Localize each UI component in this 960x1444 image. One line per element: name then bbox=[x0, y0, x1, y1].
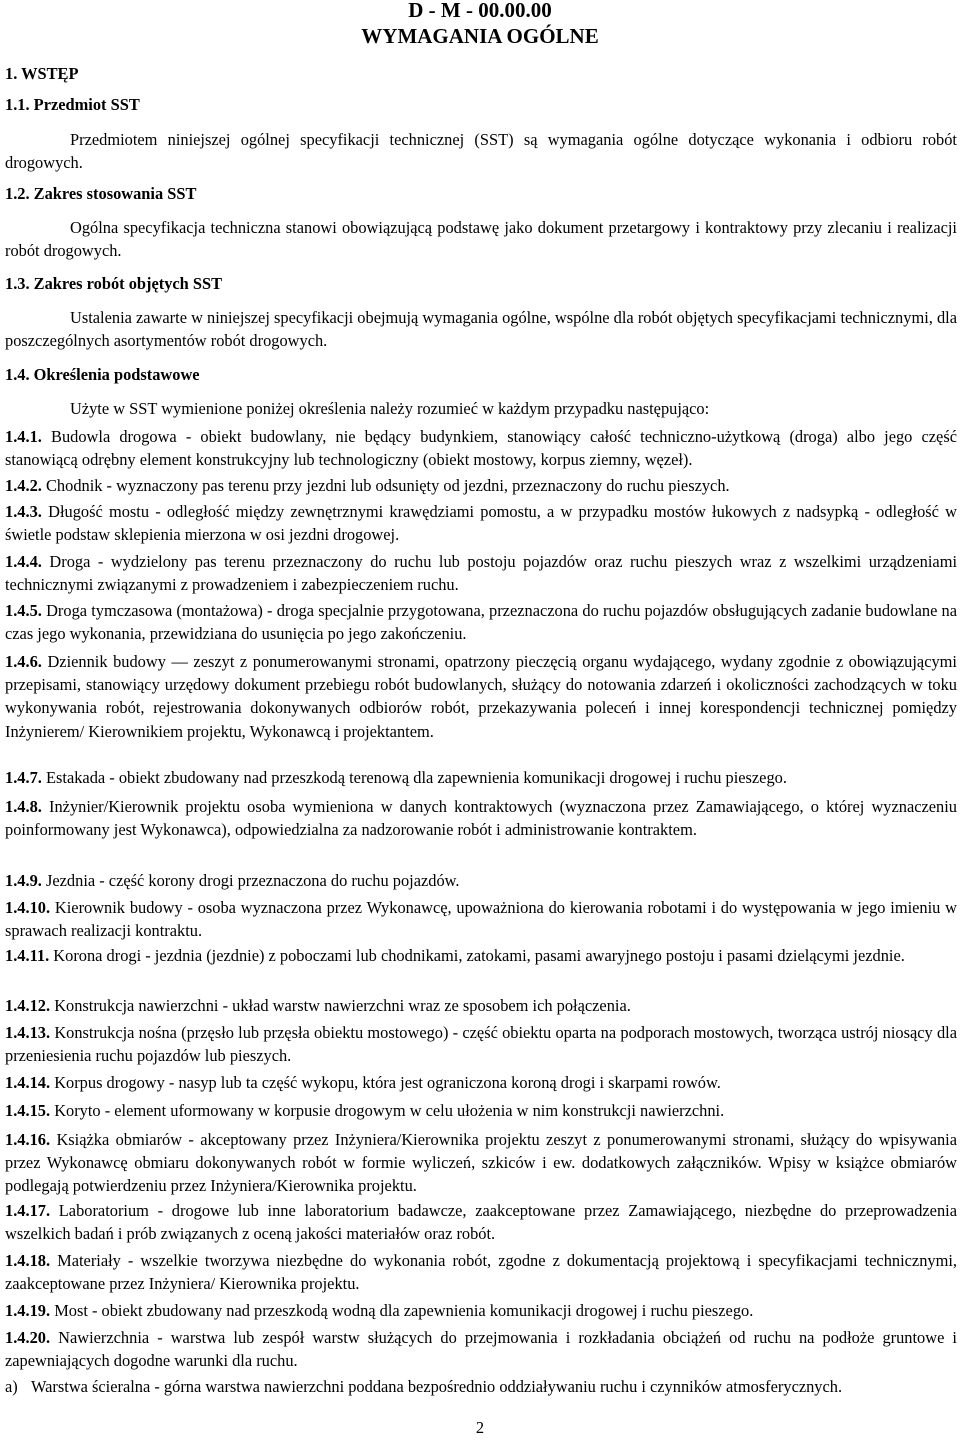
definition-number: 1.4.1. bbox=[5, 427, 42, 446]
definition-item bbox=[5, 766, 957, 789]
definition-text: Długość mostu - odległość między zewnętrznymi krawędziami pomostu, a w przypadku mostów łukowych z nadsypką - odległość w świetle podstaw sklepienia mierzona w osi jezdni drogowej. bbox=[5, 502, 957, 545]
definition-item bbox=[5, 944, 957, 967]
definition-text: Droga - wydzielony pas terenu przeznaczony do ruchu lub postoju pojazdów oraz ruchu pieszych wraz z wszelkimi urządzeniami technicznymi związanymi z prowadzeniem i zabezpieczeniem ruchu. bbox=[5, 552, 957, 595]
sublist-item bbox=[5, 1375, 957, 1398]
definition-item bbox=[5, 795, 957, 841]
definition-text: Korona drogi - jezdnia (jezdnie) z poboczami lub chodnikami, zatokami, pasami awaryjnego postoju i pasami dzielącymi jezdnie. bbox=[53, 946, 905, 965]
definition-text: Kierownik budowy - osoba wyznaczona przez Wykonawcę, upoważniona do kierowania robotami i do występowania w jego imieniu w sprawach realizacji kontraktu. bbox=[5, 898, 958, 941]
definition-text: Most - obiekt zbudowany nad przeszkodą wodną dla zapewnienia komunikacji drogowej i ruchu pieszego. bbox=[54, 1301, 754, 1320]
definition-text: Materiały - wszelkie tworzywa niezbędne do wykonania robót, zgodne z dokumentacją projektową i specyfikacjami technicznymi, zaakceptowane przez Inżyniera/ Kierownika projektu. bbox=[5, 1251, 957, 1294]
definition-text: Konstrukcja nawierzchni - układ warstw nawierzchni wraz ze sposobem ich połączenia. bbox=[54, 996, 631, 1015]
definition-item bbox=[5, 550, 957, 596]
definition-item bbox=[5, 1021, 957, 1067]
definition-text: Droga tymczasowa (montażowa) - droga specjalnie przygotowana, przeznaczona do ruchu pojazdów obsługujących zadanie budowlane na czas jego wykonania, przewidziana do usunięcia po jego zakończeniu. bbox=[5, 601, 957, 644]
definition-number: 1.4.4. bbox=[5, 552, 42, 571]
definition-number: 1.4.5. bbox=[5, 601, 42, 620]
definition-text: Nawierzchnia - warstwa lub zespół warstw służących do przejmowania i rozkładania obciążeń od ruchu na podłoże gruntowe i zapewniających dogodne warunki dla ruchu. bbox=[5, 1328, 957, 1371]
definition-number: 1.4.20. bbox=[5, 1328, 51, 1347]
definition-item bbox=[5, 1071, 957, 1094]
definition-text: Inżynier/Kierownik projektu osoba wymieniona w danych kontraktowych (wyznaczona przez Zamawiającego, o której wyznaczeniu poinformowany jest Wykonawca), odpowiedzialna za nadzorowanie robót i administrowanie kontraktem. bbox=[5, 797, 957, 840]
paragraph-1-4: Użyte w SST wymienione poniżej określenia należy rozumieć w każdym przypadku następująco: bbox=[70, 399, 710, 418]
definition-number: 1.4.2. bbox=[5, 476, 42, 495]
section-heading-1-3: 1.3. Zakres robót objętych SST bbox=[5, 274, 223, 293]
definition-number: 1.4.15. bbox=[5, 1101, 51, 1120]
definition-item bbox=[5, 994, 957, 1017]
page-number: 2 bbox=[475, 1418, 485, 1437]
definition-item bbox=[5, 599, 957, 645]
definition-text: Estakada - obiekt zbudowany nad przeszkodą terenową dla zapewnienia komunikacji drogowej i ruchu pieszego. bbox=[46, 768, 787, 787]
section-heading-1-4: 1.4. Określenia podstawowe bbox=[5, 365, 200, 384]
definition-number: 1.4.13. bbox=[5, 1023, 51, 1042]
definition-item bbox=[5, 500, 957, 546]
document-code: D - M - 00.00.00 bbox=[408, 0, 552, 22]
definition-number: 1.4.11. bbox=[5, 946, 50, 965]
definition-number: 1.4.18. bbox=[5, 1251, 51, 1270]
definition-text: Dziennik budowy — zeszyt z ponumerowanymi stronami, opatrzony pieczęcią organu wydającego, wydany zgodnie z obowiązującymi przepisami, stanowiący urzędowy dokument przebiegu robót budowlanych, służący do notowania zdarzeń i okoliczności zachodzących w toku wykonywania robót, rejestrowania dokonywanych odbiorów robót, przekazywania poleceń i innej korespondencji technicznej pomiędzy Inżynierem/ Kierownikiem projektu, Wykonawcą i projektantem. bbox=[5, 652, 957, 741]
definition-number: 1.4.17. bbox=[5, 1201, 51, 1220]
definition-number: 1.4.14. bbox=[5, 1073, 51, 1092]
definition-text: Laboratorium - drogowe lub inne laboratorium badawcze, zaakceptowane przez Zamawiającego, niezbędne do przeprowadzenia wszelkich badań i prób związanych z oceną jakości materiałów oraz robót. bbox=[5, 1201, 957, 1244]
definition-item bbox=[5, 1099, 957, 1122]
sublist-label: a) bbox=[5, 1377, 18, 1396]
document-title: WYMAGANIA OGÓLNE bbox=[361, 24, 599, 48]
section-heading-1: 1. WSTĘP bbox=[5, 64, 79, 83]
definition-text: Korpus drogowy - nasyp lub ta część wykopu, która jest ograniczona koroną drogi i skarpami rowów. bbox=[54, 1073, 721, 1092]
definition-item bbox=[5, 1128, 957, 1198]
definition-text: Jezdnia - część korony drogi przeznaczona do ruchu pojazdów. bbox=[46, 871, 460, 890]
definition-number: 1.4.16. bbox=[5, 1130, 51, 1149]
definition-item bbox=[5, 1199, 957, 1245]
definition-item bbox=[5, 896, 957, 942]
definition-item bbox=[5, 869, 957, 892]
definition-text: Książka obmiarów - akceptowany przez Inżyniera/Kierownika projektu zeszyt z ponumerowanymi stronami, służący do wpisywania przez Wykonawcę obmiaru dokonywanych robót w formie wyliczeń, szkiców i ew. dodatkowych załączników. Wpisy w książce obmiarów podlegają potwierdzeniu przez Inżyniera/Kierownika projektu. bbox=[5, 1130, 957, 1196]
definition-number: 1.4.7. bbox=[5, 768, 42, 787]
definition-text: Budowla drogowa - obiekt budowlany, nie będący budynkiem, stanowiący całość techniczno-użytkową (droga) albo jego część stanowiącą odrębny element konstrukcyjny lub technologiczny (obiekt mostowy, korpus ziemny, węzeł). bbox=[5, 427, 957, 470]
definition-number: 1.4.9. bbox=[5, 871, 42, 890]
definition-item bbox=[5, 1326, 957, 1372]
definition-item bbox=[5, 425, 957, 471]
section-heading-1-2: 1.2. Zakres stosowania SST bbox=[5, 184, 197, 203]
definition-item bbox=[5, 474, 957, 497]
definition-number: 1.4.3. bbox=[5, 502, 42, 521]
definition-number: 1.4.19. bbox=[5, 1301, 51, 1320]
paragraph-1-3: Ustalenia zawarte w niniejszej specyfikacji obejmują wymagania ogólne, wspólne dla robót objętych specyfikacjami technicznymi, dla poszczególnych asortymentów robót drogowych. bbox=[5, 308, 957, 351]
section-heading-1-1: 1.1. Przedmiot SST bbox=[5, 95, 140, 114]
definition-item bbox=[5, 650, 957, 743]
paragraph-1-2: Ogólna specyfikacja techniczna stanowi obowiązującą podstawę jako dokument przetargowy i kontraktowy przy zlecaniu i realizacji robót drogowych. bbox=[5, 218, 957, 261]
definition-text: Chodnik - wyznaczony pas terenu przy jezdni lub odsunięty od jezdni, przeznaczony do ruchu pieszych. bbox=[46, 476, 730, 495]
definition-number: 1.4.6. bbox=[5, 652, 42, 671]
definition-text: Koryto - element uformowany w korpusie drogowym w celu ułożenia w nim konstrukcji nawierzchni. bbox=[54, 1101, 725, 1120]
definition-item bbox=[5, 1299, 957, 1322]
definition-number: 1.4.12. bbox=[5, 996, 51, 1015]
sublist-text: Warstwa ścieralna - górna warstwa nawierzchni poddana bezpośrednio oddziaływaniu ruchu i czynników atmosferycznych. bbox=[31, 1377, 843, 1396]
definition-item bbox=[5, 1249, 957, 1295]
definition-number: 1.4.10. bbox=[5, 898, 51, 917]
paragraph-1-1: Przedmiotem niniejszej ogólnej specyfikacji technicznej (SST) są wymagania ogólne dotyczące wykonania i odbioru robót drogowych. bbox=[5, 130, 957, 173]
definition-number: 1.4.8. bbox=[5, 797, 42, 816]
definition-text: Konstrukcja nośna (przęsło lub przęsła obiektu mostowego) - część obiektu oparta na podporach mostowych, tworząca ustrój niosący dla przeniesienia ruchu pojazdów lub pieszych. bbox=[5, 1023, 957, 1066]
